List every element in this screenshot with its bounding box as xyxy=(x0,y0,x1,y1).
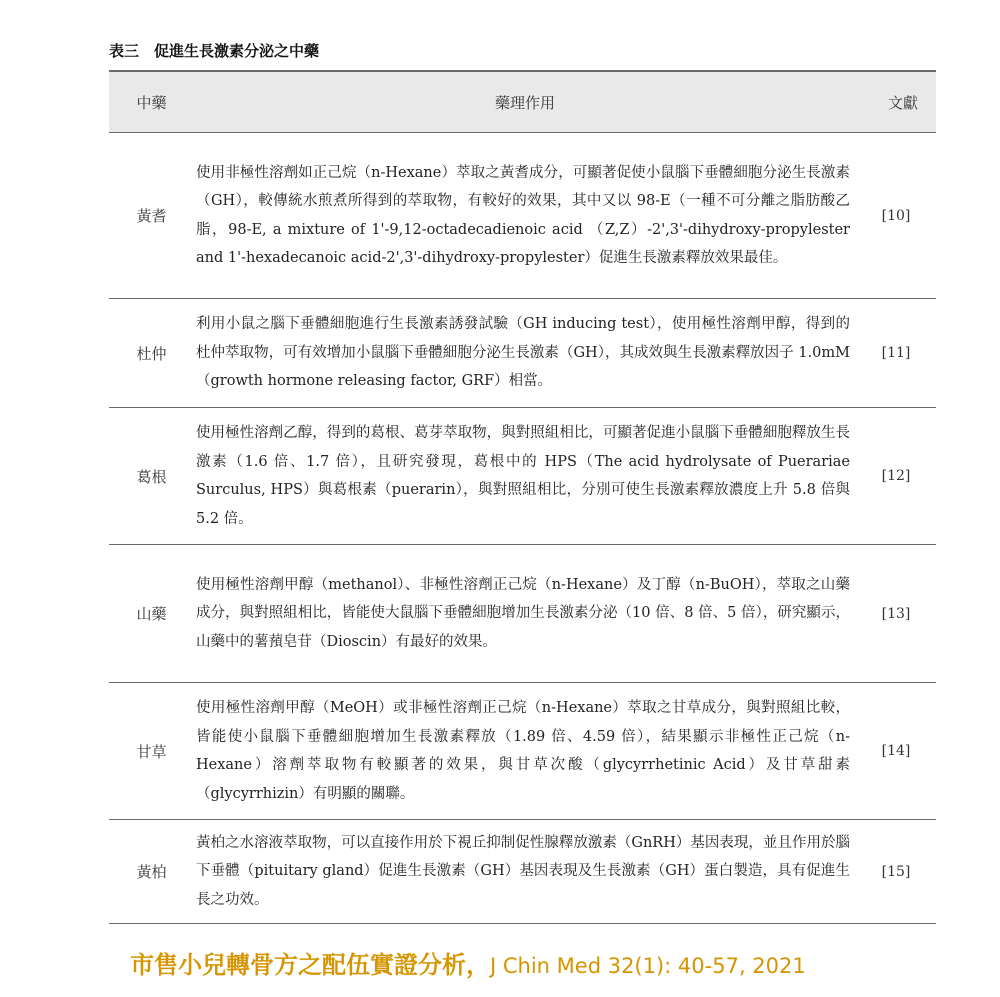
table-row xyxy=(109,820,936,924)
herb-effect: 利用小鼠之腦下垂體細胞進行生長激素誘發試驗（GH inducing test），使用極性溶劑甲醇，得到的杜仲萃取物，可有效增加小鼠腦下垂體細胞分泌生長激素（GH），其成效與生長激素釋放因子 1.0mM（growth hormone releasing factor, GRF）相當。 xyxy=(196,316,850,390)
herb-effect: 使用非極性溶劑如正己烷（n-Hexane）萃取之黃耆成分，可顯著促使小鼠腦下垂體細胞分泌生長激素（GH），較傳統水煎煮所得到的萃取物，有較好的效果，其中又以 98-E（一種不可分離之脂肪酸乙脂，98-E, a mixture of 1'-9,12-octadecadienoic acid （Z,Z）-2',3'-dihydroxy-propylester and 1'-hexadecanoic acid-2',3'-dihydroxy-propylester）促進生長激素釋放效果最佳。 xyxy=(196,164,850,266)
herb-effect: 使用極性溶劑甲醇（MeOH）或非極性溶劑正己烷（n-Hexane）萃取之甘草成分，與對照組比較，皆能使小鼠腦下垂體細胞增加生長激素釋放（1.89 倍、4.59 倍），結果顯示非極性正己烷（n-Hexane）溶劑萃取物有較顯著的效果，與甘草次酸（glycyrrhetinic Acid）及甘草甜素（glycyrrhizin）有明顯的關聯。 xyxy=(196,700,850,802)
herb-table xyxy=(109,70,936,924)
herb-ref: [14] xyxy=(881,743,911,759)
header-herb: 中藥 xyxy=(136,93,167,112)
header-effect: 藥理作用 xyxy=(494,93,555,112)
table-caption: 表三 促進生長激素分泌之中藥 xyxy=(109,42,320,60)
herb-ref: [12] xyxy=(881,468,911,484)
herb-name: 葛根 xyxy=(136,467,167,486)
herb-name: 杜仲 xyxy=(136,344,167,363)
herb-ref: [13] xyxy=(881,605,911,622)
table-row xyxy=(109,408,936,545)
herb-name: 山藥 xyxy=(136,605,167,623)
herb-effect: 使用極性溶劑甲醇（methanol）、非極性溶劑正己烷（n-Hexane）及丁醇（n-BuOH），萃取之山藥成分，與對照組相比，皆能使大鼠腦下垂體細胞增加生長激素分泌（10 倍、8 倍、5 倍），研究顯示，山藥中的薯蕷皂苷（Dioscin）有最好的效果。 xyxy=(196,576,850,650)
source-title: 市售小兒轉骨方之配伍實證分析， xyxy=(130,951,490,979)
header-ref: 文獻 xyxy=(887,93,918,112)
herb-name: 黃柏 xyxy=(136,863,167,881)
source-citation xyxy=(130,945,806,980)
table-row xyxy=(109,683,936,820)
table-row xyxy=(109,545,936,683)
herb-effect: 黃柏之水溶液萃取物，可以直接作用於下視丘抑制促性腺釋放激素（GnRH）基因表現，並且作用於腦下垂體（pituitary gland）促進生長激素（GH）基因表現及生長激素（GH）蛋白製造，具有促進生長之功效。 xyxy=(196,834,850,908)
herb-ref: [15] xyxy=(881,863,911,880)
herb-name: 黃耆 xyxy=(136,207,167,225)
herb-effect: 使用極性溶劑乙醇，得到的葛根、葛芽萃取物，與對照組相比，可顯著促進小鼠腦下垂體細胞釋放生長激素（1.6 倍、1.7 倍），且研究發現，葛根中的 HPS（The acid hydrolysate of Puerariae Surculus, HPS）與葛根素（puerarin），與對照組相比，分別可使生長激素釋放濃度上升 5.8 倍與 5.2 倍。 xyxy=(196,425,850,527)
herb-ref: [10] xyxy=(881,207,911,224)
table-header xyxy=(109,70,936,133)
herb-name: 甘草 xyxy=(136,742,167,761)
herb-ref: [11] xyxy=(881,345,911,361)
source-journal: J Chin Med 32(1): 40-57, 2021 xyxy=(490,954,806,978)
table-row xyxy=(109,299,936,408)
table-row xyxy=(109,133,936,299)
